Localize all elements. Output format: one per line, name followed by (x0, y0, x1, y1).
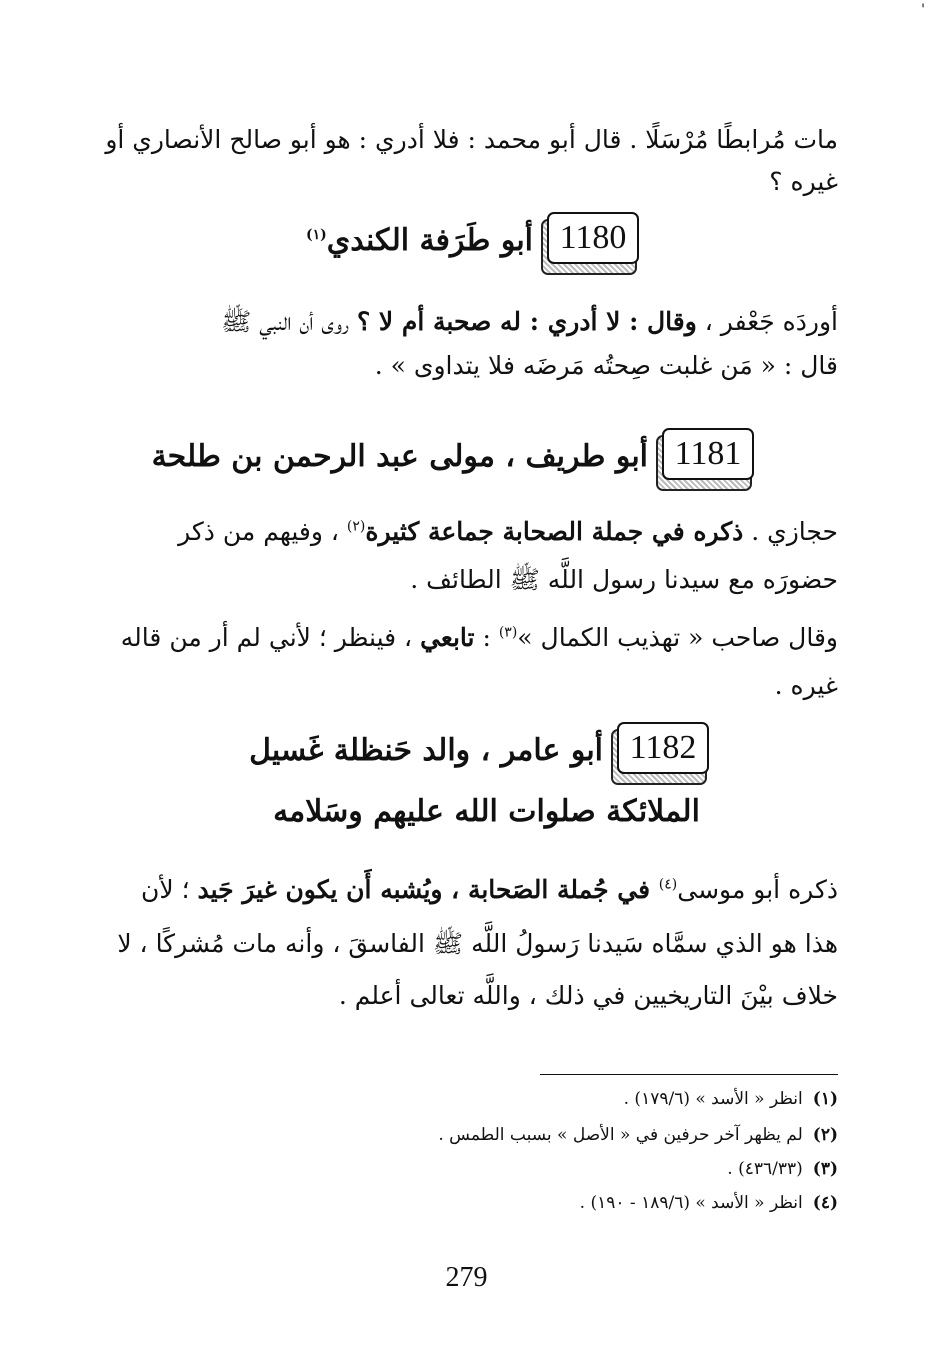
entry-1181-p2-line-1: وقال صاحب « تهذيب الكمال »$^{(٣)}$ : تابعي ، فينظر ؛ لأني لم أر من قاله (120, 623, 838, 652)
page-number: 279 (445, 1262, 488, 1293)
entry-number-box (662, 428, 758, 484)
entry-1180-heading (306, 212, 643, 268)
entry-1180-title: أبو طَرَفة الكندي$^{(١)}$ (305, 222, 533, 258)
intro-line-1: مات مُرابطًا مُرْسَلًا . قال أبو محمد : فلا أدري : هو أبو صالح الأنصاري أو (105, 125, 838, 154)
footnote-divider (540, 1074, 838, 1075)
entry-number: 1182 (617, 722, 709, 774)
entry-1181-p2-line-2: غيره . (774, 671, 838, 700)
footnote-item: (٤)انظر « الأسد » (١٨٩/٦ - ١٩٠) . (579, 1193, 838, 1213)
entry-1182-line-2: هذا هو الذي سمَّاه سَيدنا رَسولُ اللَّه ﷺ الفاسقَ ، وأنه مات مُشركًا ، لا (117, 929, 838, 958)
entry-number: 1180 (547, 212, 639, 264)
entry-1180-line-1: أوردَه جَعْفر ، وقال : لا أدري : له صحبة أم لا ؟ روى أن النبي ﷺ (221, 307, 838, 336)
entry-1181-title: أبو طريف ، مولى عبد الرحمن بن طلحة (151, 438, 648, 474)
entry-number-box (547, 212, 643, 268)
entry-1181-heading (152, 428, 758, 484)
corner-mark: ' (921, 2, 925, 18)
entry-1182-heading (249, 722, 713, 778)
entry-1182-line-1: ذكره أبو موسى$^{(٤)}$ في جُملة الصَحابة ، ويُشبه أَن يكون غيرَ جَيد ؛ لأن (141, 875, 838, 904)
footnote-item: (٢)لم يظهر آخر حرفين في « الأصل » بسبب الطمس . (438, 1125, 838, 1145)
entry-1182-title-line-2: الملائكة صلوات الله عليهم وسَلامه (273, 794, 700, 829)
entry-1181-p1-line-2: حضورَه مع سيدنا رسول اللَّه ﷺ الطائف . (410, 565, 838, 594)
footnote-item: (١)انظر « الأسد » (١٧٩/٦) . (623, 1089, 838, 1109)
entry-number: 1181 (662, 428, 754, 480)
entry-1182-title-line-1: أبو عامر ، والد حَنظلة غَسيل (249, 732, 603, 768)
entry-number-box (617, 722, 713, 778)
entry-1182-line-3: خلاف بيْنَ التاريخيين في ذلك ، واللَّه تعالى أعلم . (338, 981, 838, 1010)
entry-1181-p1-line-1: حجازي . ذكره في جملة الصحابة جماعة كثيرة$^{(٢)}$ ، وفيهم من ذكر (178, 517, 838, 546)
entry-1180-line-2: قال : « مَن غلبت صِحتُه مَرضَه فلا يتداوى » . (374, 351, 838, 380)
intro-line-2: غيره ؟ (769, 167, 838, 196)
footnote-item: (٣)(٤٣٦/٣٣) . (727, 1159, 838, 1179)
